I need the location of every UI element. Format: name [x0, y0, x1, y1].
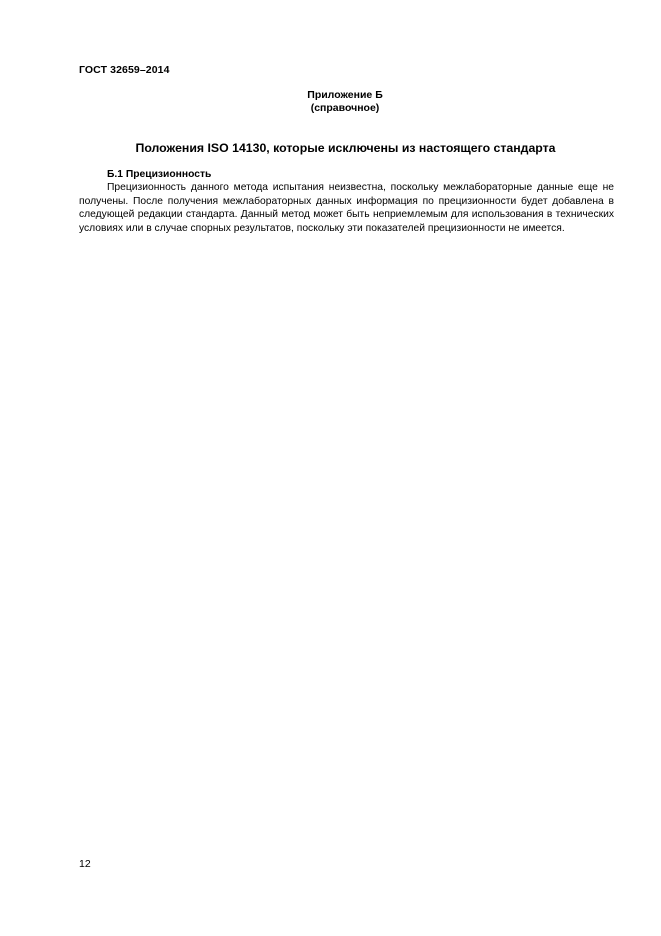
standard-code: ГОСТ 32659–2014	[79, 64, 170, 76]
appendix-subtitle: (справочное)	[310, 102, 380, 114]
clause-body: Прецизионность данного метода испытания неизвестна, поскольку межлабораторные данные еще не получены. После получения межлабораторных данных информация по прецизионности будет добавлена в следующей редакции стандарта. Данный метод может быть неприемлемым для использования в технических условиях или в случае спорных результатов, поскольку эти показателей прецизионности не имеется.	[79, 182, 614, 235]
clause-heading: Б.1 Прецизионность	[107, 169, 212, 180]
section-title: Положения ISO 14130, которые исключены из настоящего стандарта	[135, 141, 556, 155]
appendix-title: Приложение Б	[307, 89, 383, 101]
page-number: 12	[79, 858, 91, 870]
